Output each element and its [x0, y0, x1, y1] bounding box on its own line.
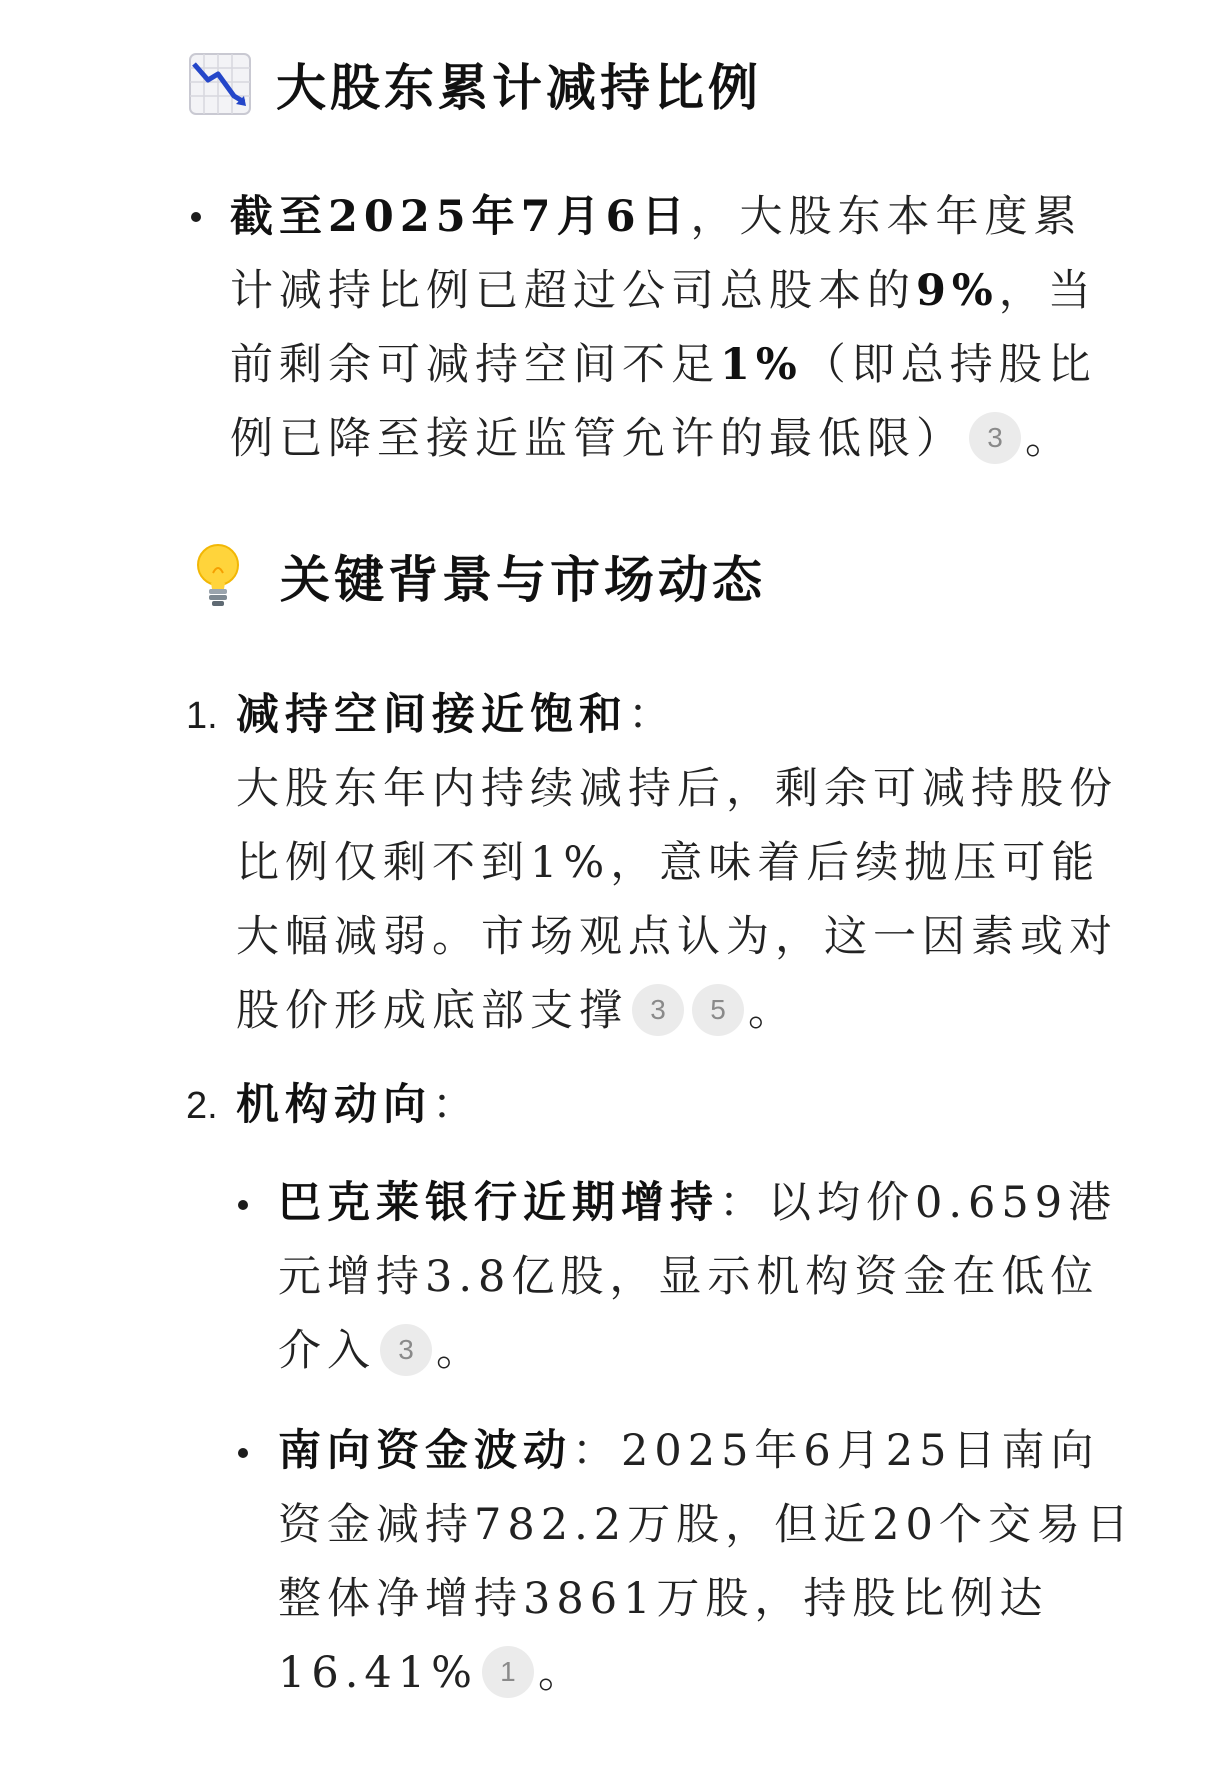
bullet-dot [191, 212, 201, 222]
section-title: 大股东累计减持比例 [276, 58, 762, 117]
period: 。 [537, 1648, 587, 1698]
period: 。 [748, 986, 797, 1036]
citation-badge[interactable]: 3 [632, 984, 684, 1036]
sub-label: 巴克莱银行近期增持 [278, 1178, 719, 1228]
body-text: 大股东年内持续减持后，剩余可减持股份比例仅剩不到1%，意味着后续抛压可能大幅减弱。市场观点认为，这一因素或对股价形成底部支撑 [236, 764, 1118, 1036]
item-label: 减持空间接近饱和 [236, 690, 628, 740]
bullet-dot [238, 1448, 248, 1458]
colon: ： [432, 1080, 481, 1130]
numbered-item-reduction-saturation [236, 678, 1136, 752]
period: 。 [1025, 414, 1074, 464]
body-text: ，当前剩余可减持空间不足 [230, 266, 1097, 390]
numbered-item-institutions [236, 1068, 1136, 1142]
item-body [236, 752, 1136, 1048]
list-number: 2. [186, 1085, 218, 1127]
body-text: （即总持股比例已降至接近监管允许的最低限） [230, 340, 1097, 464]
chart-decreasing-icon [188, 52, 252, 116]
bullet-item-reduction-ratio [230, 180, 1130, 476]
sub-label: 南向资金波动 [278, 1426, 572, 1476]
item-label: 机构动向 [236, 1080, 432, 1130]
sub-bullet-southbound [278, 1414, 1138, 1710]
citation-badge[interactable]: 1 [482, 1646, 534, 1698]
section-heading-shareholder-reduction [188, 48, 762, 120]
body-text: ：2025年6月25日南向资金减持782.2万股，但近20个交易日整体净增持3861万股，持股比例达16.41% [278, 1426, 1135, 1698]
citation-badge[interactable]: 3 [969, 412, 1021, 464]
section-heading-background [188, 540, 766, 612]
bullet-dot [238, 1200, 248, 1210]
light-bulb-icon [194, 543, 242, 609]
citation-badge[interactable]: 5 [692, 984, 744, 1036]
period: 。 [436, 1326, 485, 1376]
colon: ： [628, 690, 677, 740]
section-title: 关键背景与市场动态 [280, 550, 766, 609]
body-text: ，大股东本年度累计减持比例已超过公司总股本的 [230, 192, 1083, 316]
bold-percent: 1% [720, 340, 803, 390]
sub-bullet-barclays [278, 1166, 1138, 1388]
bold-date: 截至2025年7月6日 [230, 192, 691, 242]
list-number: 1. [186, 695, 218, 737]
citation-badge[interactable]: 3 [380, 1324, 432, 1376]
bold-percent: 9% [916, 266, 999, 316]
body-text: ：以均价0.659港元增持3.8亿股，显示机构资金在低位介入 [278, 1178, 1118, 1376]
